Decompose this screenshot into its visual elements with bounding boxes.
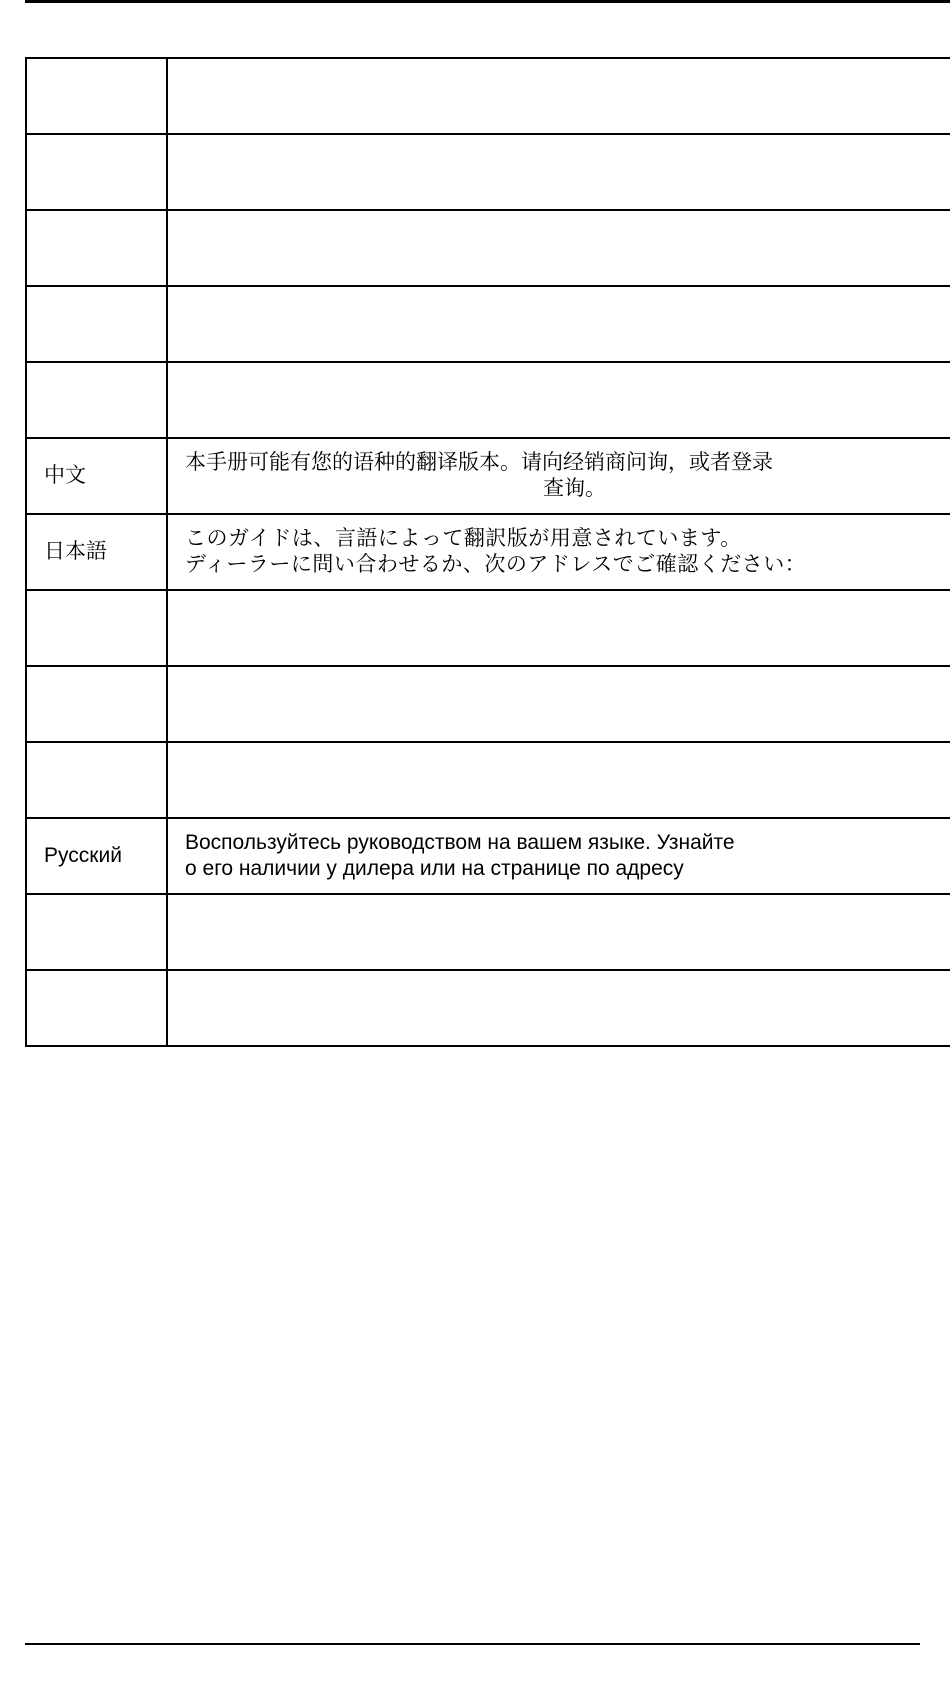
translation-line: 本手册可能有您的语种的翻译版本。请向经销商问询，或者登录: [185, 451, 773, 474]
language-table: [25, 57, 950, 1047]
table-row: [26, 590, 950, 666]
translation-cell: [167, 286, 950, 362]
table-row: [26, 134, 950, 210]
translation-cell: [167, 590, 950, 666]
translation-cell: [167, 970, 950, 1046]
table-row: [26, 742, 950, 818]
language-cell: [26, 894, 167, 970]
table-row: [26, 286, 950, 362]
language-cell-russian: Русский: [26, 818, 167, 894]
language-cell: [26, 970, 167, 1046]
translation-line: Воспользуйтесь руководством на вашем языке. Узнайте: [185, 831, 735, 854]
language-cell-chinese: 中文: [26, 438, 167, 514]
translation-cell: [167, 666, 950, 742]
translation-cell: [167, 742, 950, 818]
table-row: [26, 894, 950, 970]
translation-line: 查询。: [543, 477, 606, 500]
translation-cell: [167, 894, 950, 970]
translation-cell-japanese: [167, 514, 950, 590]
translation-cell-chinese: [167, 438, 950, 514]
language-cell: [26, 590, 167, 666]
language-cell-japanese: 日本語: [26, 514, 167, 590]
language-cell: [26, 666, 167, 742]
table-row: [26, 362, 950, 438]
translation-cell: [167, 362, 950, 438]
table-row: [26, 210, 950, 286]
translation-line: このガイドは、言語によって翻訳版が用意されています。: [185, 527, 742, 550]
language-cell: [26, 362, 167, 438]
language-cell: [26, 134, 167, 210]
table-row: [26, 970, 950, 1046]
language-cell: [26, 742, 167, 818]
table-row-japanese: [26, 514, 950, 590]
table-row: [26, 58, 950, 134]
translation-cell: [167, 134, 950, 210]
top-rule: [25, 0, 950, 3]
language-cell: [26, 286, 167, 362]
language-cell: [26, 210, 167, 286]
table-row-chinese: [26, 438, 950, 514]
translation-cell-russian: [167, 818, 950, 894]
translation-line: о его наличии у дилера или на странице по адресу: [185, 857, 684, 880]
translation-cell: [167, 210, 950, 286]
translation-cell: [167, 58, 950, 134]
language-cell: [26, 58, 167, 134]
table-row: [26, 666, 950, 742]
table-row-russian: [26, 818, 950, 894]
translation-line: ディーラーに問い合わせるか、次のアドレスでご確認ください：: [185, 553, 807, 576]
bottom-rule: [25, 1643, 920, 1645]
